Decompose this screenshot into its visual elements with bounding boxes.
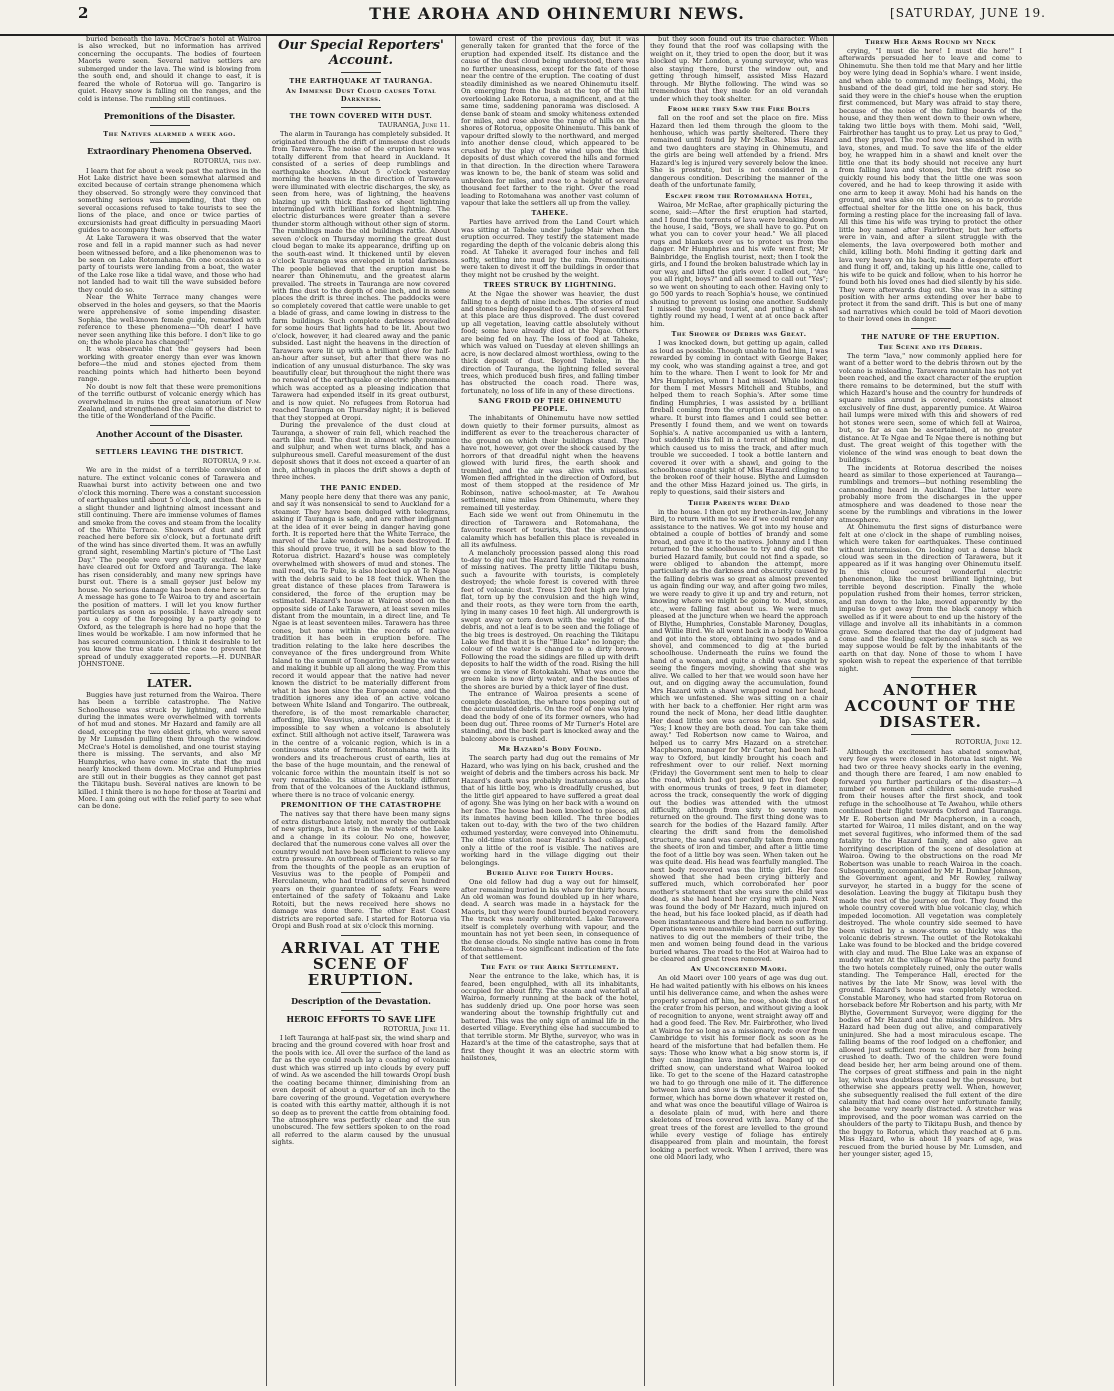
headline: Another Account of the Disaster. <box>96 428 243 439</box>
paragraph: During the prevalence of the dust cloud at Tauranga, a shower of rain fell, which reached the earth like mud. The dust in almost wholly pumice and sulphur, and when wet turns black, and has a sulphureous smell. Careful measurement of the dust deposit shows that it does not exceed a quarter of an inch, although in places the drift shows a depth of three inches. <box>272 421 450 482</box>
paragraph: The search party had dug out the remains of Mr Hazard, who was lying on his back, crushed and the weight of debris and the timbers across his back. Mr Hazard's death was probably instantaneous as also that of his little boy, who is dreadfully crushed, but the little girl appeared to have suffered a great deal of agony. She was lying on her back with a wound on her face. The house had been knocked to pieces, all its inmates having been killed. The three bodies taken out to-day, with the two of the two children exhumed yesterday, were conveyed into Ohinemutu. The old-time station near Hazard's had collapsed, only a little of the roof is visible. The natives are working hard in the village digging out their belongings. <box>461 754 639 867</box>
column-4 <box>650 36 828 1386</box>
paragraph: Many people here deny that there was any panic, and say it was nonsensical to send to Auckland for a steamer. They have been deluged with telegrams, asking if Tauranga is safe, and are rather indignant at the idea of it ever being in danger having gone forth. It is reported here that the White Terrace, the marvel of the Lake wonders, has been destroyed. If this should prove true, it will be a sad blow to the Rotorua district. Hazard's house was completely overwhelmed with showers of mud and stones. The mail road, via Te Puke, is also blocked up at Te Ngae with the debris said to be 18 feet thick. When the great distance of these places from Tarawera is considered, the force of the eruption may be estimated. Hazard's house at Wairoa stood on the opposite side of Lake Tarawera, at least seven miles distant from the mountain, in a direct line, and Te Ngae is at least seventeen miles. Tarawera has three cones, but none within the records of native tradition it has been in eruption before. The tradition relating to the lake here describes the conveyance of the fires underground from White Island to the summit of Tongariro, heating the water and making it bubble up all along the way. From this record it would appear that the native had never known the district to be materially different from what it has been since the European came, and the tradition ignores any idea of an active volcano between White Island and Tongariro. The outbreak, therefore, is of the most remarkable character, affording, like Vesuvius, another evidence that it is impossible to say when a volcano is absolutely extinct. Still although not active itself, Tarawera was in the centre of a volcanic region, which is in a continuous state of ferment. Rotomahana with its wonders and its treacherous crust of earth, lies at the base of the huge mountain, and the renewal of volcanic force within the mountain itself is not so very remarkable. Its situation is totally different from that of the volcanoes of the Auckland isthmus, where there is no trace of volcanic energy. <box>272 492 450 799</box>
paragraph: in the house. I then got my brother-in-law, Johnny Bird, to return with me to see if we could render any assistance to the natives. We got into my house and obtained a couple of bottles of brandy and some bread, and gave it to the natives. Johnny and I then returned to the schoolhouse to try and dig out the buried Hazard family, but could not find a spade, so were obliged to abandon the attempt, more particularly as the darkness and obscurity caused by the falling debris was so great as almost prevented us again finding our way, and after going two miles, we were ready to give it up and try and return, not knowing where we might be going to. Mud, stones, etc., were falling fast about us. We were much pleased at the juncture when we heard the approach of Blythe, Humphries, Constable Maroney, Douglas, and Willie Bird. We all went back in a body to Wairoa and got into the store, obtaining two spades and a shovel, and commenced to dig at the buried schoolhouse. Underneath the ruins we found the hand of a woman, and quite a child was caught by seeing the fingers moving, showing that she was alive. We called to her that we would soon have her out, and on digging away the accumulation, found Mrs Hazard with a shawl wrapped round her head, which we unfastened. She was sitting on a chair with her back to a cheffonier. Her right arm was round the neck of Mona, her dead little daughter. Her dead little son was across her lap. She said, "Yes; I know they are both dead. You can take them away." Ted Robertson now came to Wairoa, and helped us to carry Mrs Hazard on a stretcher. Macpherson, manager for Mr Carter, had been half-way to Oxford, but kindly brought his coach and refreshment over to our relief. Next morning (Friday) the Government sent men to help to clear the road, which had got packed up five feet deep with enormous trunks of trees, 9 feet in diameter, across the track, consequently the work of digging out the bodies was attended with the utmost difficulty, although from sixty to seventy men returned on the ground. The first thing done was to search for the bodies of the Hazard family. After clearing the drift sand from the demolished structure, the sand was carefully taken from among the sheets of iron and timber, and after a little time the foot of a little boy was seen. When taken out he was quite dead. His head was fearfully mangled. The next body recovered was the little girl. Her face showed that she had been crying bitterly and suffered much, which corroborated her poor mother's statement that she was sure the child was dead, as she had heard her crying with pain. Next was found the body of Mr Hazard, much injured on the head, but his face looked placid, as if death had been instantaneous and there had been no suffering. Operations were meanwhile being carried out by the natives to dig out the members of their tribe, the men and women being found dead in the various buried whares. The road to the Hot at Wairoa had to be cleared and great trees removed. <box>650 507 828 964</box>
paragraph: I learn that for about a week past the natives in the Hot Lake district have been somewhat alarmed and excited because of certain strange phenomena which they observed. So strongly were they convinced that something serious was impending, that they on several occasions refused to take tourists to see the lions of the place, and once or twice parties of excursionists had great difficulty in persuading Maori guides to accompany them. <box>78 166 261 235</box>
paragraph: The alarm in Tauranga has completely subsided. It originated through the drift of immense dust clouds from Tarawera. The noise of the eruption here was totally different from that heard in Auckland. It consisted of a series of deep rumblings and earthquake shocks. About 5 o'clock yesterday morning the heavens in the direction of Tarawera were illuminated with electric discharges, the sky, as seen from here, was of lightning, the heavens blazing up with thick flashes of sheet lightning intermingled with brilliant forked lightning. The electric disturbances were greater than a severe thunder storm although without other sign of storm. The rumblings made the old buildings rattle. About seven o'clock on Thursday morning the great dust cloud began to make its appearance, drifting up on the south-east wind. It thickened until by eleven o'clock Tauranga was enveloped in total darkness. The people believed that the eruption must be nearer than Ohinemutu, and the greatest alarm prevailed. The streets in Tauranga are now covered with fine dust to the depth of one inch, and in some places the drift is three inches. The paddocks were so completely covered that cattle were unable to get a blade of grass, and came lowing in distress to the farm buildings. Such complete darkness prevailed for some hours that lights had to be lit. About two o'clock, however, it had cleared away and the panic subsided. Last night the heavens in the direction of Tarawera were lit up with a brilliant glow for half-an-hour after sunset, but after that there was no indication of any unusual disturbance. The sky was beautifully clear, but throughout the night there was no renewal of the earthquake or electric phenomena which was accepted as a pleasing indication that Tarawera had expended itself in its great outburst, and is now quiet. No refugees from Rotorua had reached Tauranga on Thursday night; it is believed that they stopped at Oropi. <box>272 130 450 422</box>
headline: LATER. <box>146 676 193 690</box>
paragraph: An old Maori over 100 years of age was dug out. He had waited patiently with his elbows on his knees until his deliverance came, and when the ashes were properly scraped off him, he rose, shook the dust of the crater from his person, and without giving a look of recognition to anyone, went straight away off and had a good feed. The Rev. Mr. Fairbrother, who lived at Wairoa for so long as a missionary, rode over from Cambridge to visit his former flock as soon as he heard of the misfortune that had befallen them. He says: Those who know what a big snow storm is, if they can imagine lava instead of heaped up or drifted snow, can understand what Wairoa looked like. To get to the scene of the Hazard catastrophe we had to go through one mile of it. The difference between lava and snow is the greater weight of the former, which has borne down whatever it rested on, and what was once the beautiful village of Wairoa is a desolate plain of mud, with here and there skeletons of trees covered with lava. Many of the great trees of the forest are levelled to the ground while every vestige of foliage has entirely disappeared from plain and mountain, the forest looking a perfect wreck. When I arrived, there was one old Maori lady, who <box>650 974 828 1162</box>
paragraph: At Lake Tarawera it was observed that the water rose and fell in a rapid manner such as had never been witnessed before, and a like phenomenon was to be seen on Lake Rotomahana. On one occasion as a party of tourists were landing from a boat, the water of the Lake rose like a tidal wave, and those who had not landed had to wait till the wave subsided before they could do so. <box>78 233 261 294</box>
dateline: ROTORUA, 9 p.m. <box>202 456 261 465</box>
paragraph: Near the entrance to the lake, which has, it is feared, been engulphed, with all its inhabitants, occupied for about fifty. The steam and waterfall at Wairoa, formerly running at the back of the hotel, has suddenly dried up. One poor horse was seen wandering about the township frightfully cut and battered. This was the only sign of animal life in the deserted village. Everything else had succumbed to that terrible storm. Mr Blythe, surveyor, who was in Hazard's at the time of the catastrophe, says that at first they thought it was an electric storm with hailstones, <box>461 972 639 1063</box>
subheadline: Their Parents were Dead <box>688 498 790 507</box>
paragraph: I was knocked down, but getting up again, called as loud as possible. Though unable to find him, I was rewarded by coming in contact with George Baker, my cook, who was standing against a tree, and got him to the whare. Then I went to look for Mr and Mrs Humphries, whom I had missed. While looking for them I met Messrs Mitchell and Stubbs, and helped them to reach Sophia's. After some time finding Humphries, I was assisted by a brilliant fireball coming from the eruption and settling on a whare. It burst into flames and I could see better. Presently I found them, and we went on towards Sophia's. A native accompanied us with a lantern, but suddenly this fell in a torrent of blinding mud, which caused us to miss the track, and after much trouble we succeeded. I took a bottle lantern and covered it over with a shawl, and going to the schoolhouse caught sight of Miss Hazard clinging to the broken roof of their house. Blythe and Lumsden and the other Miss Hazard joined us. The girls, in reply to questions, said their sisters and <box>650 339 828 497</box>
paragraph: No doubt is now felt that these were premonitions of the terrific outburst of volcanic energy which has overwhelmed in ruins the great sanatorium of New Zealand, and strengthened the claim of the district to the title of the Wonderland of the Pacific. <box>78 382 261 421</box>
dateline: TAURANGA, June 11. <box>378 121 450 129</box>
paragraph: One old fellow had dug a way out for himself, after remaining buried in his whare for thirty hours. An old woman was found doubled up in her whare, dead. A search was made in a haystack for the Maoris, but they were found buried beyond recovery. The track was nearly obliterated. Lake Tarawera itself is completely overhung with vapour, and the mountain has not yet been seen, in consequence of the dense clouds. No single native has come in from Rotomahana—a too significant indication of the fate of that settlement. <box>461 878 639 961</box>
dateline: ROTORUA, June 12. <box>955 738 1022 747</box>
dateline: ROTORUA, this day. <box>193 157 261 166</box>
subheadline: THE TOWN COVERED WITH DUST. <box>289 112 433 120</box>
paragraph: At Ohinemutu the first signs of disturbance were felt at one o'clock in the shape of rumbling noises, which were taken for earthquakes. These continued without intermission. On looking out a dense black cloud was seen in the direction of Tarawera, but it appeared as if it was hanging over Ohinemutu itself. In this cloud occurred wonderful electric phenomenon, like the most brilliant lightning, but terrible beyond description. Finally the whole population rushed from their homes, terror stricken, and ran down to the lake, moved apparently by the impulse to get away from the black canopy which swelled as if it were about to end up the history of the village and involve all its inhabitants in a common grave. Some declared that the day of judgment had come and the feeling experienced was such as we may suppose would be felt by the inhabitants of the earth on that day. None of those to whom I have spoken wish to repeat the experience of that terrible night. <box>839 523 1022 673</box>
subheadline: THE EARTHQUAKE AT TAURANGA. <box>289 77 433 85</box>
subheadline: The Natives alarmed a week ago. <box>103 130 236 139</box>
paragraph: but they soon found out its true character. When they found that the roof was collapsing with the weight on it, they tried to open the door, but it was blocked up. Mr London, a young surveyor, who was also staying there, burst the window out, and getting through himself, assisted Miss Hazard through. Mr Blythe following. The wind was so tremendous that they made for an old verandah under which they took shelter. <box>650 36 828 103</box>
subheadline: The Scene and its Débris. <box>878 342 983 351</box>
paragraph: crying, "I must die here! I must die here!" I afterwards persuaded her to leave and come to Ohinemutu. She then told me that Mary and her little boy were lying dead in Sophia's whare. I went inside, and when able to command my feelings, Mohi, the husband of the dead girl, told me her sad story. He said they were in the chief's house when the eruption first commenced, but Mary was afraid to stay there, because of the noise of the falling boards of the house, and they then went down to their own where, taking two little boys with them. Mohi said, "Well, Fairbrother has taught us to pray. Let us pray to God," and they prayed. The roof now was smashed in with lava, stones, and mud. To save the life of the elder boy, he wrapped him in a shawl and knelt over the little one that its body should not receive any hurt from falling lava and stones, but the drift rose so quickly round his body that the little one was soon covered, and he had to keep throwing it aside with one arm to keep it away. Mohi had his hands on the ground, and was also on his knees, so as to provide effectual shelter for the little one on his back, thus forming a resting place for the increasing fall of lava. All this time his wife was trying to protect the other little boy named after Fairbrother, but her efforts were in vain, and after a silent struggle with the elements, the lava overpowered both mother and child, killing both. Mohi finding it getting dark and lava very heavy on his back, made a desperate effort and flung it off, and, taking up his little one, called to his wife to be quick and follow, when to his horror he found both his loved ones had died silently by his side. They were afterwards dug out. She was in a sitting position with her arms extending over her babe to protect it from the sand drift. This is but one of many sad narratives which could be told of Maori devotion to their loved ones in danger. <box>839 47 1022 324</box>
paragraph: The inhabitants of Ohinemutu have now settled down quietly to their former pursuits, almost as indifferent as ever to the treacherous character of the ground on which their buildings stand. They have not, however, got over the shock caused by the horrors of that dreadful night when the heavens glowed with lurid fires, the earth shook and trembled, and the air was alive with missiles. Women fled affrighted in the direction of Oxford, but most of them stopped at the residence of Mr Robinson, native school-master, at Te Awahou settlement, nine miles from Ohinemutu, where they remained till yesterday. <box>461 414 639 512</box>
paragraph: The term "lava," now commonly applied here for want of a better word to the debris thrown out by the volcano is misleading. Tarawera mountain has not yet been reached, and the exact character of the eruption there remains to be determined, but the stuff with which Hazard's house and the country for hundreds of square miles around is covered, consists almost exclusively of fine dust, apparently pumice. At Wairoa hail lumps were mixed with this and showers of red hot stones were seen, some of which fell at Wairoa, but, so far as can be ascertained, at no greater distance. At Te Ngae and Te Ngae there is nothing but dust. The great weight of this together with the violence of the wind was enough to beat down the buildings. <box>839 351 1022 465</box>
newspaper-title: THE AROHA AND OHINEMURI NEWS. <box>369 4 745 23</box>
paragraph: We are in the midst of a terrible convulsion of nature. The extinct volcanic cones of Tarawera and Ruawhai burst into activity between one and two o'clock this morning. There was a constant succession of earthquakes until about 5 o'clock, and then there is a slight thunder and lightning almost incessant and still continuing. There are immense volumes of flames and smoke from the coves and steam from the locality of the White Terrace. Showers of dust and grit reached here before six o'clock, but a fortunate drift of the wind has since diverted them. It was an awfully grand sight, resembling Martin's picture of "The Last Day." The people were very greatly excited. Many have cleared out for Oxford and Tauranga. The lake has risen considerably, and many new springs have burst out. There is a small geyser just below my house. No serious damage has been done here so far. A message has gone to Te Wairoa to try and ascertain the position of matters. I will let you know further particulars as soon as possible. I have already sent you a copy of the foregoing by a party going to Oxford, as the telegraph is here had no hope that the lines would be workable. I am now informed that he has secured communication. I think it desirable to let you know the true state of the case to prevent the spread of unduly exaggerated reports.—H. DUNBAR JOHNSTONE. <box>78 466 261 669</box>
column-3 <box>461 36 639 1386</box>
page-number: 2 <box>78 4 89 22</box>
subheadline: PREMONITION OF THE CATASTROPHE <box>280 801 442 810</box>
subheadline: SETTLERS LEAVING THE DISTRICT. <box>95 447 244 456</box>
paragraph: Wairoa, Mr McRae, after graphically picturing the scene, said:—After the first eruption had started, and I found the torrents of lava were breaking down the house, I said, "Boys, we shall have to go. Put on what you can to cover your head." We all placed rugs and blankets over us to protect us from the danger. Mr Humphries and his wife went first; Mr Bainbridge, the English tourist, next; then I took the girls, and I found the broken balustrade which lay in our way, and lifted the girls over. I called out, "Are you all right, boys?" and all seemed to call out "Yes"; so we went on shouting to each other. Having only to go 500 yards to reach Sophia's house, we continued shouting to prevent us losing one another. Suddenly I missed the young tourist, and putting a shawl tightly round my head, I went at at once back after him. <box>650 200 828 328</box>
headline: Premonitions of the Disaster. <box>103 111 236 122</box>
paragraph: A melancholy procession passed along this road to-day to dig out the Hazard family and the remains of missing natives. The pretty little Tikitapu bush, such a favourite with tourists, is completely destroyed; the whole forest is covered with three feet of volcanic dust. Trees 120 feet high are lying flat, torn up by the convulsion and the high wind, and their roots, as they were torn from the earth, lying in many cases 10 feet high. All undergrowth is swept away or torn down with the weight of the debris, and not a leaf is to be seen and the foliage of the big trees is destroyed. On reaching the Tikitapu Lake we find that it is the "Blue Lake" no longer; the colour of the water is changed to a dirty brown. Following the road the sidings are filled up with drift deposits to half the width of the road. Rising the hill we come in view of Rotokakahi. What was once the green lake is now dirty water, and the beauties of the shores are buried by a thick layer of fine dust. <box>461 548 639 691</box>
column-1 <box>78 36 261 1386</box>
headline: Our Special Reporters' Account. <box>278 38 444 68</box>
dateline: ROTORUA, June 11. <box>383 1024 450 1033</box>
paragraph: I left Tauranga at half-past six, the wind sharp and bracing and the ground covered with hoar frost and the pools with ice. All over the surface of the land as far as the eye could reach lay a coating of volcanic dust which was stirred up into clouds by every puff of wind. As we ascended the hill towards Oropi bush the coating became thinner, diminishing from an even deposit of about a quarter of an inch to the bare covering of the ground. Vegetation everywhere is coated with this earthy matter, although it is not so deep as to prevent the cattle from obtaining food. The atmosphere was perfectly clear and the sun unobscured. The few settlers spoken to on the road all referred to the alarm caused by the unusual sights. <box>272 1034 450 1147</box>
paragraph: The natives say that there have been many signs of extra disturbance lately, not merely the outbreak of new springs, but a rise in the waters of the Lake and a change in its colour. No one, however, declared that the numerous cone valves all over the country would not have been sufficient to relieve any extra pressure. An outbreak of Tarawera was so far from the thoughts of the people as an eruption of Vesuvius was to the people of Pompeii and Herculaneum, who had traditions of seven hundred years on their guarantee of safety. Fears were entertained of the safety of Tokaanu and Lake Rotoiti, but the news received here shows no damage was done there. The other East Coast districts are reported safe. I started for Rotorua via Oropi and Bush road at six o'clock this morning. <box>272 810 450 931</box>
paragraph: Buggies have just returned from the Wairoa. There has been a terrible catastrophe. The Native Schoolhouse was struck by lightning, and while during the inmates were overwhelmed with torrents of hot mud and stones. Mr Hazard and family are all dead, excepting the two eldest girls, who were saved by Mr Lumsden pulling them through the window. McCrae's Hotel is demolished, and one tourist staying there is missing. The servants, and also Mr Humphries, who have come in state that the mud nearly knocked them down. McCrae and Humphries are still out in their buggies as they cannot get past the Tikitapu bush. Several natives are known to be killed. I think there is no hope for those at Tearini and More. I am going out with the relief party to see what can be done. <box>78 690 261 811</box>
paragraph: Parties have arrived from the Land Court which was sitting at Taheke under Judge Mair when the eruption occurred. They testify the statement made regarding the depth of the volcanic debris along this road. At Taheke it averaged four inches and fell softly, settling into mud by the rain. Premonitions were taken to divest it off the buildings in order that they might not be crushed by the weight. <box>461 218 639 279</box>
masthead <box>0 0 1114 36</box>
subheadline: Escape from the Rotomahana Hotel, <box>665 191 813 200</box>
paragraph: At the Ngae the shower was heavier, the dust falling to a depth of nine inches. The stories of mud and stones being deposited to a depth of several feet at this place are thus disproved. The dust covered up all vegetation, leaving cattle absolutely without food; some have already died at the Ngae. Others are being fed on hay. The loss of food at Taheke, which was valued on Tuesday at eleven shillings an acre, is now declared almost worthless, owing to the thick deposit of dust. Beyond Taheke, in the direction of Tauranga, the lightning felled several trees, which produced bush fires, and falling timber has obstructed the coach road. There was, fortunately, no loss of life in any of these directions. <box>461 290 639 395</box>
column-2 <box>272 36 450 1386</box>
subheadline: The Fate of the Ariki Settlement. <box>480 963 620 972</box>
paragraph: The incidents at Rotorua described the noises heard as similar to those experienced at Tauranga—rumblings and tremors—but nothing resembling the cannonading heard in Auckland. The latter were probably more from the discharges in the upper atmosphere and was deadened to those near the scene by the rumblings and vibrations in the lower atmosphere. <box>839 463 1022 524</box>
subheadline: Extraordinary Phenomena Observed. <box>87 146 252 157</box>
paragraph: buried beneath the lava. McCrae's hotel at Wairoa is also wrecked, but no information has arrived concerning the occupants. The bodies of fourteen Maoris were seen. Several native settlers are submerged under the lava. The wind is blowing from the south end, and should it change to east, it is feared the whole of Rotorua will go. Tangariro is quiet. Heavy snow is falling on the ranges, and the cold is intense. The rumbling still continues. <box>78 36 261 103</box>
subheadline: SANG FROID OF THE OHINEMUTU PEOPLE. <box>478 397 622 414</box>
paragraph: The entrance of Wairoa presents a scene of complete desolation, the whare tops peeping out of the accumulated debris. On the roof of one was lying dead the body of one of its former owners, who had been dug out. Three rooms of Mr Turner's Hotel are standing, and the back part is knocked away and the balcony above is crushed. <box>461 690 639 743</box>
subheadline: Mr Hazard's Body Found. <box>498 745 602 754</box>
subheadline: THE PANIC ENDED. <box>320 483 402 492</box>
subheadline: The Shower of Debris was Great. <box>671 330 807 339</box>
subheadline: An Unconcerned Maori. <box>690 965 788 974</box>
subheadline: THE NATURE OF THE ERUPTION. <box>861 332 1000 341</box>
subheadline: TREES STRUCK BY LIGHTNING. <box>483 281 617 290</box>
paragraph: Each side we went out from Ohinemutu in the direction of Tarawera and Rotomahana, the favourite resort of tourists, that the stupendous calamity which has befallen this place is revealed in all its awfulness. <box>461 511 639 550</box>
paragraph: Although the excitement has abated somewhat, very few eyes were closed in Rotorua last night. We had two or three heavy shocks early in the evening, and though there are feared, I am now enabled to forward you further particulars of the disaster:—A number of women and children semi-nude rushed from their houses after the first shock, and took refuge in the schoolhouse at Te Awahou, while others continued their flight towards Oxford and Tauranga. Mr E. Robertson and Mr Macpherson, in a coach, started for Wairoa, 11 miles distant, and on the way met several fugitives, who informed them of the sad fatality to the Hazard family, and also gave an horrifying description of the scene of desolation at Wairoa. Owing to the obstructions on the road Mr Robertson was unable to reach Wairoa in the coach. Subsequently, accompanied by Mr H. Dunbar Johnson, the Government agent, and Mr Rowley, railway surveyor, he started in a buggy for the scene of desolation. Leaving the buggy at Tikitapu bush they made the rest of the journey on foot. They found the whole country covered with blue volcanic clay, which impeded locomotion. All vegetation was completely destroyed. The whole country side seemed to have been visited by a snow-storm so thickly was the volcanic debris strewn. The outlet of the Rotokakahi Lake was found to be blocked and the bridge covered with clay and mud. The Blue Lake was an expanse of muddy water. At the village of Wairoa the party found the two hotels completely ruined, only the outer walls standing. The Temperance Hall, erected for the natives by the late Mr Snow, was level with the ground. Hazard's house was completely wrecked. Constable Maroney, who had started from Rotorua on horseback before Mr Robertson and his party, with Mr Blythe, Government Surveyor, were digging for the bodies of Mr Hazard and the missing children. Mrs Hazard had been dug out alive, and comparatively uninjured. She had a most miraculous escape. The falling beams of the roof lodged on a cheffonier, and allowed just sufficient room to save her from being crushed to death. Two of the children were found dead beside her, her arm being around one of them. The corpses of great stiffness and pain in the night lay, which was doubtless caused by the pressure, but otherwise she appears pretty well. When, however, she subsequently realised the full extent of the dire calamity that had come over her unfortunate family, she became very nearly distracted. A stretcher was improvised, and the poor woman was carried on the shoulders of the party to Tikitapu Bush, and thence by the buggy to Rotorua, which they reached at 6 p.m. Miss Hazard, who is about 18 years of age, was rescued from the buried house by Mr. Lumsden, and her younger sister, aged 15, <box>839 747 1022 1159</box>
subheadline: TAHEKE. <box>531 209 569 218</box>
subheadline: Description of the Devastation. <box>291 995 431 1006</box>
paragraph: Near the White Terrace many changes were observed in the holes and geysers, so that the Maoris were apprehensive of some impending disaster. Sophia, the well-known female guide, remarked with reference to these phenomena—"Oh dear! I have never seen anything like this before. I don't like to go on; the whole place has changed!" <box>78 293 261 346</box>
subheadline: From here they Saw the Fire Bolts <box>667 105 811 114</box>
headline: ARRIVAL AT THE SCENE OF ERUPTION. <box>281 938 441 989</box>
subheadline: HEROIC EFFORTS TO SAVE LIFE <box>286 1013 436 1024</box>
paragraph: toward crest of the previous day, but it was generally taken for granted that the force of the eruption had expended itself. Its distance and the cause of the dust cloud being understood, there was no further uneasiness, except for the fate of those near the centre of the eruption. The coating of dust steadily diminished as we neared Ohinemutu itself. On emerging from the bush at the top of the hill overlooking Lake Rotorua, a magnificent, and at the same time, saddening panorama was disclosed. A dense bank of steam and smoky whiteness extended for miles, and rose above the range of hills on the shores of Rotorua, opposite Ohinemutu. This bank of vapour drifted slowly to the northward, and merged into another dense cloud, which appeared to be crushed by the play of the wind upon the thick deposits of dust which covered the hills and formed in that direction. In the direction where Tarawera was known to be, the bank of steam was solid and unbroken for miles, and rose to a height of several thousand feet farther to the right. Over the road leading to Rotomahana was another vast column of vapour that lake the settlers all up from the valley. <box>461 36 639 207</box>
paragraph: It was observable that the geysers had been working with greater energy than ever was known before—the mud and stones ejected from them reaching points which had hitherto been beyond range. <box>78 345 261 384</box>
column-5 <box>839 36 1022 1386</box>
subheadline: An Immense Dust Cloud causes Total Darkness. <box>285 87 437 103</box>
headline: ANOTHER ACCOUNT OF THE DISASTER. <box>844 681 1017 732</box>
paragraph: fall on the roof and set the place on fire. Miss Hazard then led them through the gloom to the henhouse, which was partly sheltered. There they remained until found by Mr McRae. Miss Hazard and two daughters are staying in Ohinemutu, and the girls are being well attended by a friend. Mrs Hazard's leg is injured very severely below the knee. She is prostrate, but is not considered in a dangerous condition. Describing the manner of the death of the unfortunate family, <box>650 114 828 190</box>
subheadline: Threw Her Arms Round my Neck <box>864 38 997 46</box>
subheadline: Buried Alive for Thirty Hours. <box>486 869 614 878</box>
issue-date: [SATURDAY, JUNE 19. <box>890 6 1046 20</box>
